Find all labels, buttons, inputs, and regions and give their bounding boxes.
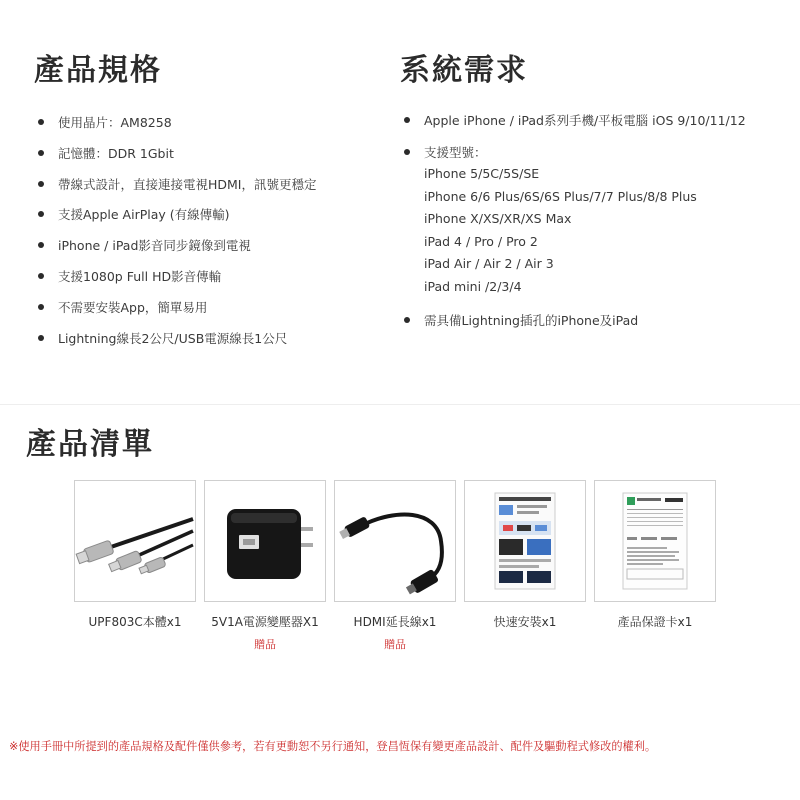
bullet-icon: [404, 317, 410, 323]
list-item: [34, 297, 374, 328]
package-item-label: UPF803C本體x1: [88, 615, 182, 629]
package-item-label: 快速安裝x1: [493, 615, 557, 629]
requirements-heading: 系統需求: [400, 53, 528, 88]
gift-badge: 贈品: [254, 638, 276, 651]
package-heading: 產品清單: [26, 427, 154, 462]
requirements-section: [400, 46, 796, 342]
package-item-label: HDMI延長線x1: [353, 615, 437, 629]
package-item: [74, 480, 196, 630]
specs-section: [34, 46, 374, 358]
requirement-text: 需具備Lightning插孔的iPhone及iPad: [424, 312, 639, 328]
section-divider: [0, 404, 800, 405]
bullet-icon: [38, 273, 44, 279]
model-line: iPad mini /2/3/4: [424, 278, 522, 294]
requirements-list: [400, 110, 796, 331]
list-item: [400, 110, 796, 131]
spec-text: 不需要安裝App，簡單易用: [58, 299, 208, 315]
bullet-icon: [38, 211, 44, 217]
package-item-label: 5V1A電源變壓器X1: [211, 615, 319, 629]
specs-list: [34, 112, 374, 358]
disclaimer-note: ※使用手冊中所提到的產品規格及配件僅供參考，若有更動恕不另行通知，登昌恆保有變更產品設計、配件及驅動程式修改的權利。: [9, 740, 657, 753]
list-item: [400, 142, 796, 299]
bullet-icon: [38, 150, 44, 156]
quick-guide-icon: [464, 480, 586, 602]
spec-text: Lightning線長2公尺/USB電源線長1公尺: [58, 330, 288, 346]
list-item: [34, 112, 374, 143]
specs-heading: 產品規格: [34, 53, 162, 88]
cable-bundle-icon: [74, 480, 196, 602]
list-item: [34, 235, 374, 266]
warranty-card-icon: [594, 480, 716, 602]
package-item: [464, 480, 586, 630]
spec-text: 帶線式設計，直接連接電視HDMI，訊號更穩定: [58, 176, 317, 192]
package-item: [594, 480, 716, 630]
model-line: iPad 4 / Pro / Pro 2: [424, 233, 538, 249]
model-line: iPhone X/XS/XR/XS Max: [424, 211, 572, 227]
supported-models: [424, 163, 796, 299]
bullet-icon: [38, 304, 44, 310]
spec-text: 支援Apple AirPlay (有線傳輸): [58, 207, 230, 223]
requirement-text: 支援型號：: [424, 145, 487, 160]
model-line: iPhone 6/6 Plus/6S/6S Plus/7/7 Plus/8/8 Plus: [424, 188, 697, 204]
list-item: [34, 266, 374, 297]
spec-text: 記憶體：DDR 1Gbit: [58, 145, 174, 161]
package-item-label: 產品保證卡x1: [617, 615, 693, 629]
list-item: [400, 310, 796, 331]
package-item: [204, 480, 326, 652]
bullet-icon: [404, 149, 410, 155]
spec-text: iPhone / iPad影音同步鏡像到電視: [58, 238, 251, 254]
bullet-icon: [38, 242, 44, 248]
hdmi-cable-icon: [334, 480, 456, 602]
list-item: [34, 143, 374, 174]
list-item: [34, 174, 374, 205]
list-item: [34, 204, 374, 235]
bullet-icon: [38, 119, 44, 125]
model-line: iPad Air / Air 2 / Air 3: [424, 256, 554, 272]
gift-badge: 贈品: [384, 638, 406, 651]
spec-text: 使用晶片：AM8258: [58, 115, 172, 130]
bullet-icon: [38, 181, 44, 187]
requirement-text: Apple iPhone / iPad系列手機/平板電腦 iOS 9/10/11/12: [424, 113, 746, 128]
power-adapter-icon: [204, 480, 326, 602]
list-item: [34, 328, 374, 359]
bullet-icon: [404, 117, 410, 123]
package-item: [334, 480, 456, 652]
model-line: iPhone 5/5C/5S/SE: [424, 166, 540, 181]
spec-text: 支援1080p Full HD影音傳輸: [58, 268, 222, 284]
bullet-icon: [38, 335, 44, 341]
